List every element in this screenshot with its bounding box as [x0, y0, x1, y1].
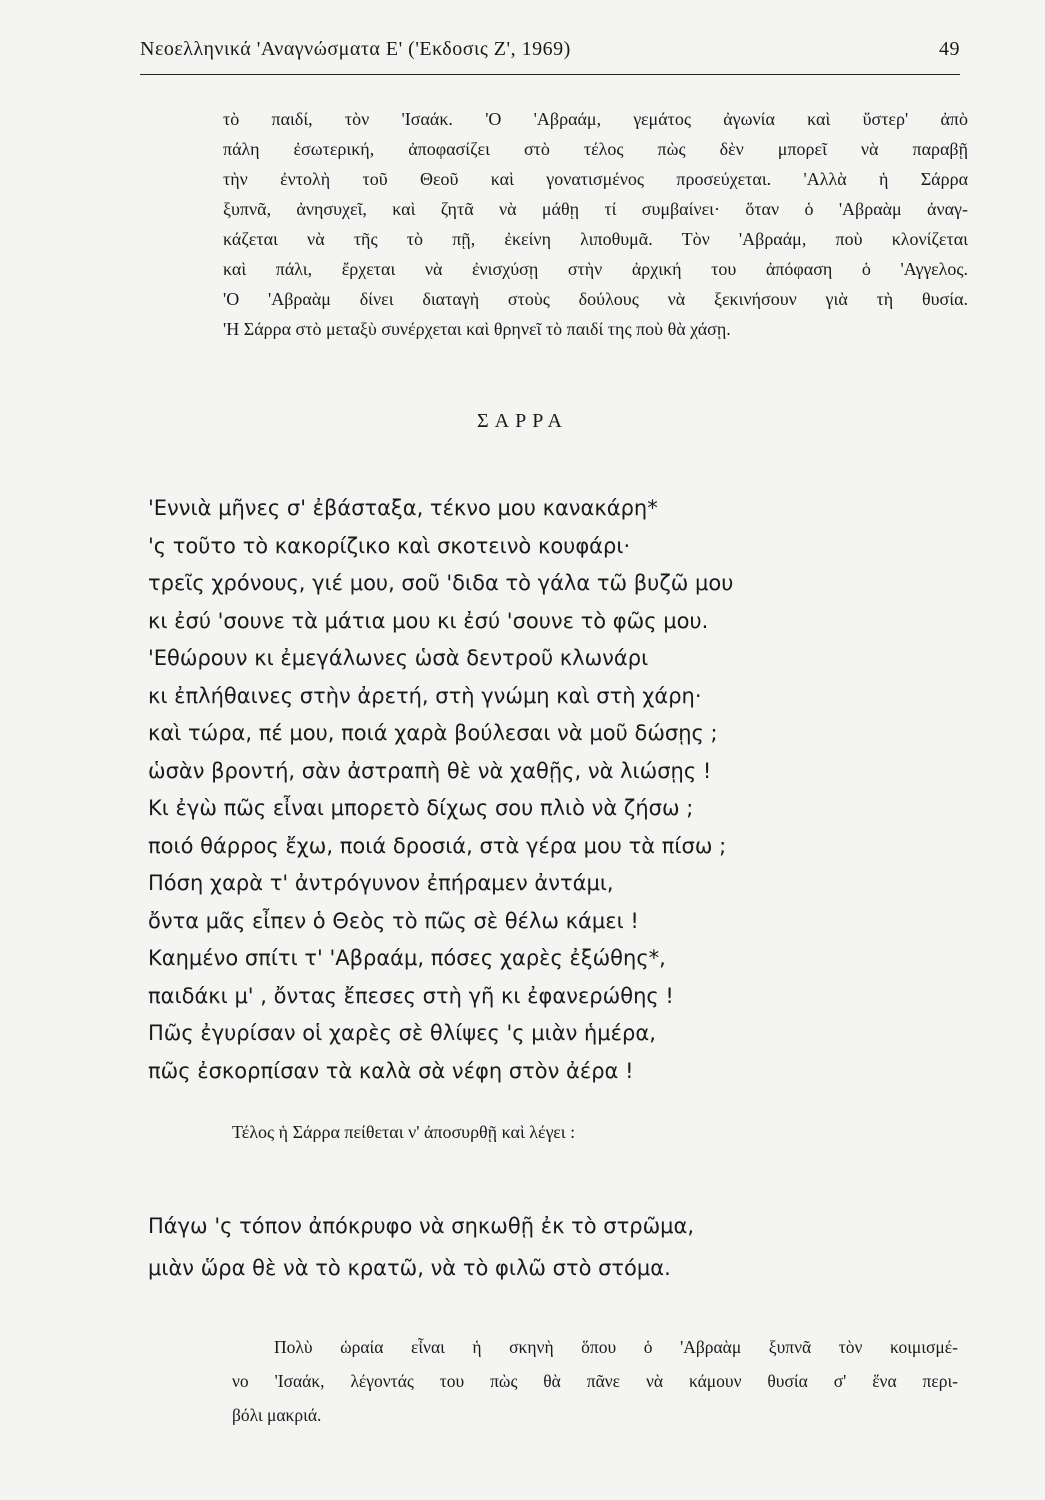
prose-line: 'Η Σάρρα στὸ μεταξὺ συνέρχεται καὶ θρηνεῖ τὸ παιδί της ποὺ θὰ χάσῃ. — [223, 319, 731, 339]
commentary-paragraph — [232, 1330, 958, 1432]
running-header — [140, 38, 960, 68]
commentary-line: νο 'Ισαάκ, λέγοντάς του πὼς θὰ πᾶνε νὰ κάμουν θυσία σ' ἕνα περι- — [232, 1371, 958, 1391]
commentary-line: Πολὺ ὡραία εἶναι ἡ σκηνὴ ὅπου ὁ 'Αβραὰμ ξυπνᾶ τὸν κοιμισμέ- — [274, 1337, 958, 1357]
poem-verse: ὄντα μᾶς εἶπεν ὁ Θεὸς τὸ πῶς σὲ θέλω κάμει ! — [148, 908, 639, 933]
poem-verse: τρεῖς χρόνους, γιέ μου, σοῦ 'διδα τὸ γάλα τῶ βυζῶ μου — [148, 571, 734, 595]
poem-stanza — [148, 490, 908, 1090]
poem-verse: κι ἐσύ 'σουνε τὰ μάτια μου κι ἐσύ 'σουνε τὸ φῶς μου. — [148, 608, 709, 633]
prose-line: τὴν ἐντολὴ τοῦ Θεοῦ καὶ γονατισμένος προσεύχεται. 'Αλλὰ ἡ Σάρρα — [223, 169, 968, 189]
prose-line: τὸ παιδί, τὸν 'Ισαάκ. 'Ο 'Αβραάμ, γεμάτος ἀγωνία καὶ ὕστερ' ἀπὸ — [223, 109, 968, 129]
poem-verse: 'Εθώρουν κι ἐμεγάλωνες ὡσὰ δεντροῦ κλωνάρι — [148, 646, 649, 670]
poem-verse: καὶ τώρα, πέ μου, ποιά χαρὰ βούλεσαι νὰ μοῦ δώσῃς ; — [148, 721, 718, 745]
prose-line: 'Ο 'Αβραὰμ δίνει διαταγὴ στοὺς δούλους νὰ ξεκινήσουν γιὰ τὴ θυσία. — [223, 289, 968, 309]
poem-verse: Κι ἐγὼ πῶς εἶναι μπορετὸ δίχως σου πλιὸ νὰ ζήσω ; — [148, 796, 694, 820]
poem-verse: ποιό θάρρος ἔχω, ποιά δροσιά, στὰ γέρα μου τὰ πίσω ; — [148, 833, 727, 858]
prose-line: καὶ πάλι, ἔρχεται νὰ ἐνισχύσῃ στὴν ἀρχική του ἀπόφαση ὁ 'Αγγελος. — [223, 259, 968, 279]
stage-direction: Τέλος ἡ Σάρρα πείθεται ν' ἀποσυρθῇ καὶ λέγει : — [232, 1122, 576, 1142]
closing-verses — [148, 1205, 908, 1289]
poem-verse: πῶς ἐσκορπίσαν τὰ καλὰ σὰ νέφη στὸν ἀέρα ! — [148, 1058, 634, 1083]
prose-line: ξυπνᾶ, ἀνησυχεῖ, καὶ ζητᾶ νὰ μάθῃ τί συμβαίνει· ὅταν ὁ 'Αβραὰμ ἀναγ- — [223, 199, 968, 219]
commentary-line: βόλι μακριά. — [232, 1405, 322, 1425]
prose-line: κάζεται νὰ τῆς τὸ πῇ, ἐκείνη λιποθυμᾶ. Τὸν 'Αβραάμ, ποὺ κλονίζεται — [223, 229, 968, 249]
running-title: Νεοελληνικά 'Αναγνώσματα Ε' ('Εκδοσις Ζ', 1969) — [140, 38, 571, 60]
poem-verse: Καημένο σπίτι τ' 'Αβραάμ, πόσες χαρὲς ἐξώθης*, — [148, 946, 666, 970]
page-number: 49 — [939, 38, 960, 60]
poem-verse: κι ἐπλήθαινες στὴν ἀρετή, στὴ γνώμη καὶ στὴ χάρη· — [148, 683, 702, 708]
closing-verse: Πάγω 'ς τόπον ἀπόκρυφο νὰ σηκωθῇ ἐκ τὸ στρῶμα, — [148, 1214, 695, 1238]
poem-verse: παιδάκι μ' , ὄντας ἔπεσες στὴ γῆ κι ἐφανερώθης ! — [148, 983, 674, 1008]
closing-verse: μιὰν ὥρα θὲ νὰ τὸ κρατῶ, νὰ τὸ φιλῶ στὸ στόμα. — [148, 1256, 671, 1280]
header-rule — [140, 74, 960, 75]
poem-verse: 'ς τοῦτο τὸ κακορίζικο καὶ σκοτεινὸ κουφάρι· — [148, 533, 631, 558]
prose-line: πάλη ἐσωτερική, ἀποφασίζει στὸ τέλος πὼς δὲν μπορεῖ νὰ παραβῇ — [223, 139, 968, 159]
poem-verse: 'Εννιὰ μῆνες σ' ἐβάσταξα, τέκνο μου κανακάρη* — [148, 496, 658, 520]
poem-verse: ὡσὰν βροντή, σὰν ἀστραπὴ θὲ νὰ χαθῇς, νὰ λιώσῃς ! — [148, 758, 712, 783]
intro-paragraph — [223, 104, 968, 344]
section-title: ΣΑΡΡΑ — [477, 410, 568, 432]
poem-verse: Πόση χαρὰ τ' ἀντρόγυνον ἐπήραμεν ἀντάμι, — [148, 871, 614, 895]
poem-verse: Πῶς ἐγυρίσαν οἱ χαρὲς σὲ θλίψες 'ς μιὰν ἡμέρα, — [148, 1021, 656, 1045]
